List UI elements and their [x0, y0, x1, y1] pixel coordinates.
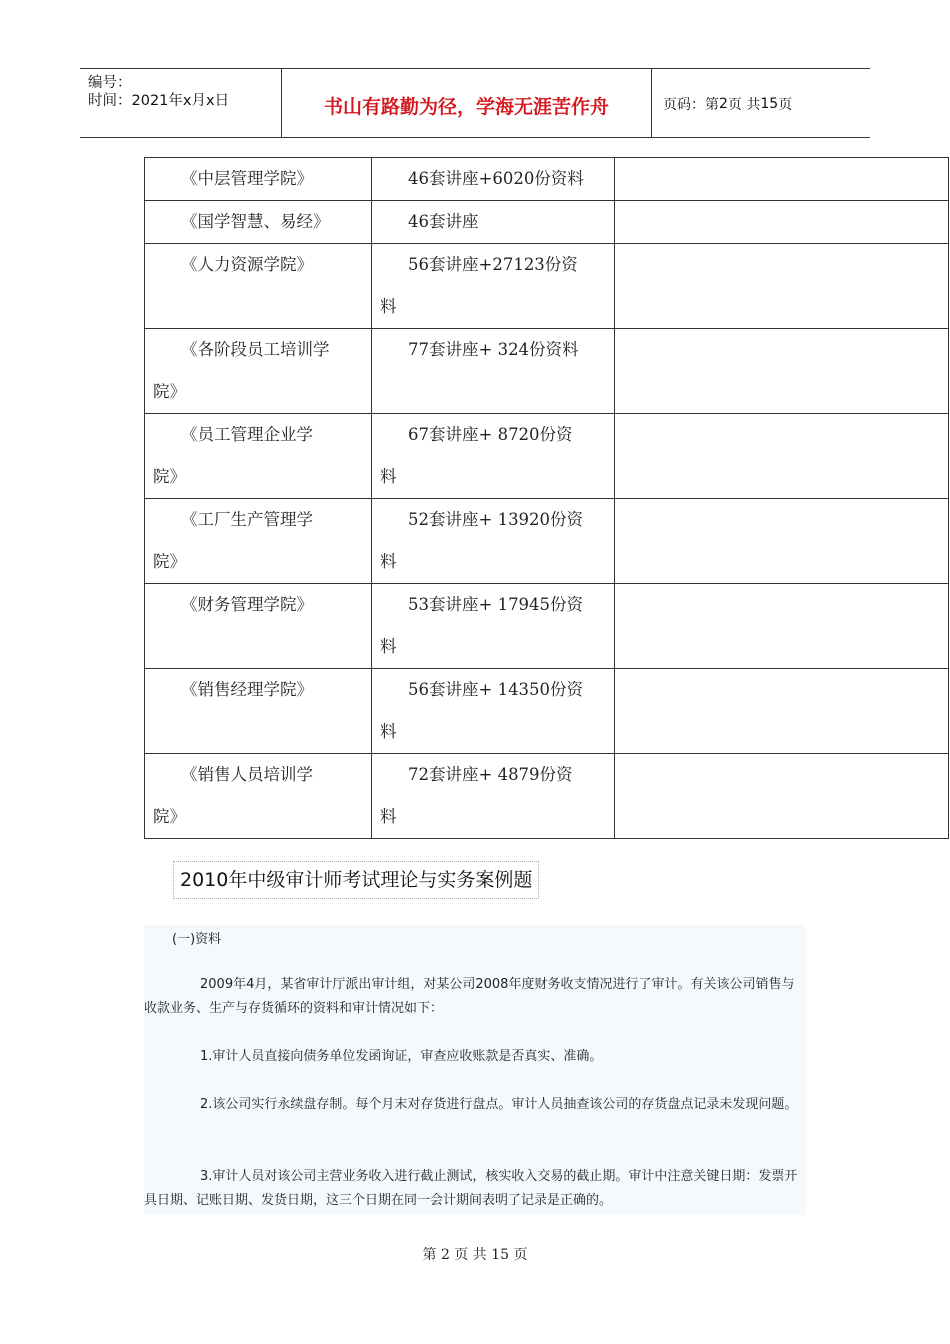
header-motto: 书山有路勤为径，学海无涯苦作舟	[282, 69, 652, 137]
paragraph: 3.审计人员对该公司主营业务收入进行截止测试，核实收入交易的截止期。审计中注意关键日期：发票开具日期、记账日期、发货日期，这三个日期在同一会计期间表明了记录是正确的。	[144, 1169, 798, 1208]
page-mid: 页 共	[727, 97, 761, 113]
course-name: 《人力资源学院》	[181, 255, 313, 274]
note-cell	[615, 669, 949, 754]
page-total: 15	[760, 96, 779, 112]
resource-cell	[372, 201, 615, 244]
paragraph: 2.该公司实行永续盘存制。每个月末对存货进行盘点。审计人员抽查该公司的存货盘点记录未发现问题。	[200, 1097, 798, 1112]
course-name-cell	[145, 329, 372, 414]
course-name-cell	[145, 414, 372, 499]
resource-cell	[372, 584, 615, 669]
note-cell	[615, 584, 949, 669]
section-heading: (一)资料	[172, 932, 222, 947]
table-row	[145, 499, 949, 584]
table-row	[145, 669, 949, 754]
resource-count: 46套讲座	[408, 212, 479, 231]
resource-count-cont: 料	[380, 722, 397, 741]
course-name: 《各阶段员工培训学	[181, 340, 330, 359]
course-name: 《员工管理企业学	[181, 425, 313, 444]
resource-count-cont: 料	[380, 467, 397, 486]
course-name-cont: 院》	[153, 467, 186, 486]
page-current: 2	[719, 96, 728, 112]
resource-cell	[372, 499, 615, 584]
resource-cell	[372, 244, 615, 329]
header-meta	[80, 69, 282, 137]
page-footer: 第 2 页 共 15 页	[422, 1247, 528, 1263]
note-cell	[615, 201, 949, 244]
table-row	[145, 329, 949, 414]
table-row	[145, 158, 949, 201]
resource-count: 53套讲座+ 17945份资	[408, 595, 584, 614]
course-name-cell	[145, 754, 372, 839]
time-label: 时间：2021年x月x日	[88, 93, 230, 109]
course-name: 《工厂生产管理学	[181, 510, 313, 529]
resource-count: 52套讲座+ 13920份资	[408, 510, 584, 529]
course-name: 《中层管理学院》	[181, 169, 313, 188]
number-label: 编号：	[88, 75, 132, 91]
course-name-cell	[145, 158, 372, 201]
table-row	[145, 584, 949, 669]
course-name-cell	[145, 201, 372, 244]
paragraph: 1.审计人员直接向债务单位发函询证，审查应收账款是否真实、准确。	[200, 1049, 603, 1064]
note-cell	[615, 158, 949, 201]
course-name-cont: 院》	[153, 552, 186, 571]
page-header	[80, 68, 870, 138]
course-name-cell	[145, 584, 372, 669]
resource-count-cont: 料	[380, 297, 397, 316]
resource-count-cont: 料	[380, 637, 397, 656]
case-material	[144, 925, 806, 1215]
course-name-cont: 院》	[153, 382, 186, 401]
table-row	[145, 201, 949, 244]
course-name-cell	[145, 669, 372, 754]
table-row	[145, 754, 949, 839]
course-name-cell	[145, 244, 372, 329]
note-cell	[615, 414, 949, 499]
resource-cell	[372, 414, 615, 499]
note-cell	[615, 499, 949, 584]
resource-count: 72套讲座+ 4879份资	[408, 765, 573, 784]
resource-table	[144, 157, 949, 839]
resource-count: 67套讲座+ 8720份资	[408, 425, 573, 444]
resource-count-cont: 料	[380, 552, 397, 571]
page-suffix: 页	[778, 97, 793, 113]
resource-cell	[372, 329, 615, 414]
resource-count: 77套讲座+ 324份资料	[408, 340, 579, 359]
course-name-cell	[145, 499, 372, 584]
article-title: 2010年中级审计师考试理论与实务案例题	[173, 861, 539, 899]
resource-cell	[372, 669, 615, 754]
course-name: 《财务管理学院》	[181, 595, 313, 614]
table-row	[145, 244, 949, 329]
header-page-info	[663, 69, 792, 137]
page-prefix: 页码：第	[663, 97, 719, 113]
course-name: 《国学智慧、易经》	[181, 212, 330, 231]
resource-count-cont: 料	[380, 807, 397, 826]
resource-cell	[372, 754, 615, 839]
note-cell	[615, 244, 949, 329]
table-row	[145, 414, 949, 499]
note-cell	[615, 754, 949, 839]
paragraph: 2009年4月，某省审计厅派出审计组，对某公司2008年度财务收支情况进行了审计。有关该公司销售与收款业务、生产与存货循环的资料和审计情况如下：	[144, 977, 795, 1016]
course-name: 《销售人员培训学	[181, 765, 313, 784]
resource-count: 56套讲座+ 14350份资	[408, 680, 584, 699]
course-name: 《销售经理学院》	[181, 680, 313, 699]
resource-count: 56套讲座+27123份资	[408, 255, 578, 274]
note-cell	[615, 329, 949, 414]
resource-cell	[372, 158, 615, 201]
resource-count: 46套讲座+6020份资料	[408, 169, 584, 188]
course-name-cont: 院》	[153, 807, 186, 826]
